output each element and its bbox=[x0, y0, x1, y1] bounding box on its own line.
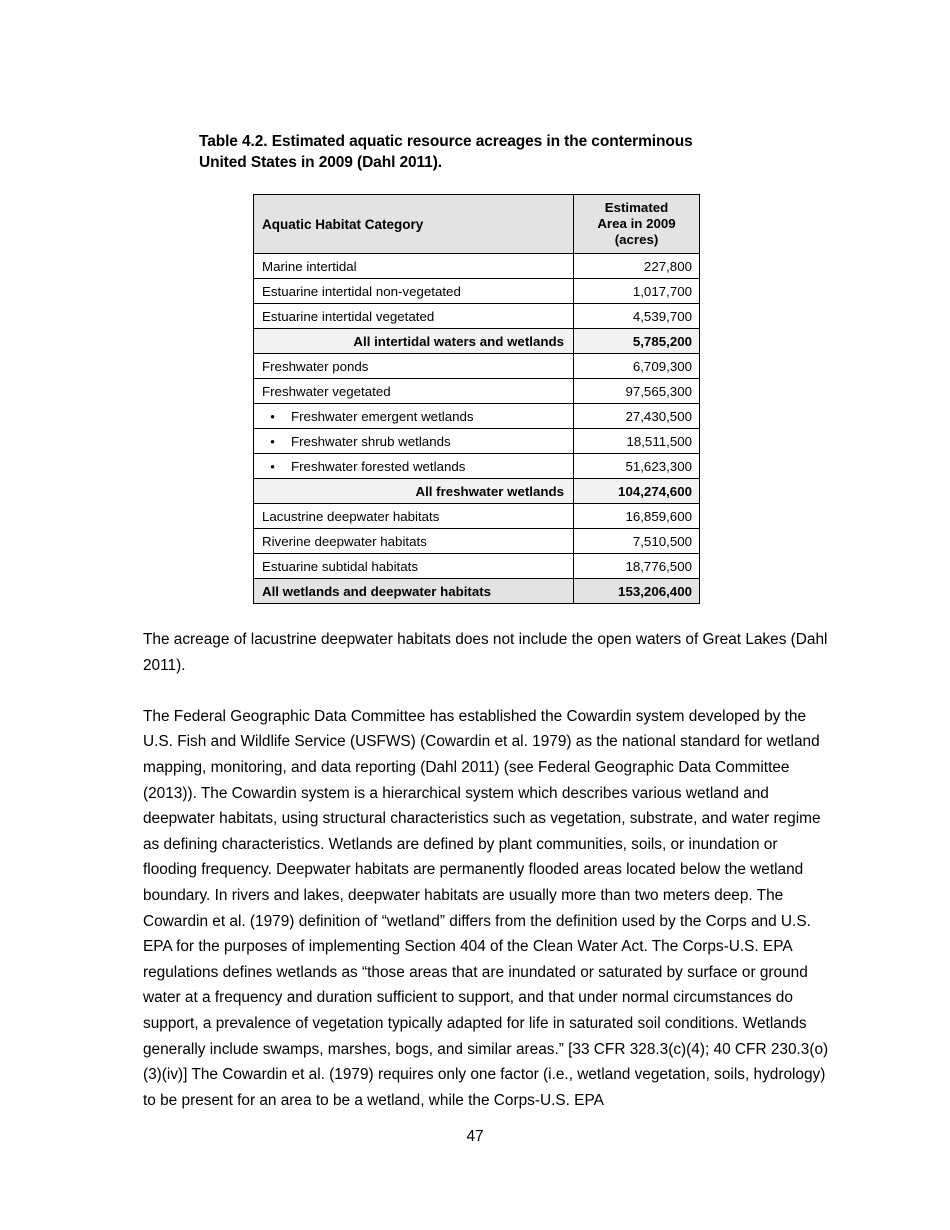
table-row bbox=[254, 404, 700, 429]
table-row bbox=[254, 454, 700, 479]
table-row bbox=[254, 354, 700, 379]
bullet-icon: • bbox=[270, 458, 275, 474]
table-cell-label-text: Freshwater shrub wetlands bbox=[291, 433, 451, 449]
table-header bbox=[254, 195, 700, 254]
table-cell-label: Estuarine subtidal habitats bbox=[254, 554, 574, 579]
table-row bbox=[254, 579, 700, 604]
column-header-line-3: (acres) bbox=[614, 232, 659, 247]
table-cell-label: Riverine deepwater habitats bbox=[254, 529, 574, 554]
table-cell-label: Lacustrine deepwater habitats bbox=[254, 504, 574, 529]
table-cell-value: 27,430,500 bbox=[574, 404, 700, 429]
table-row bbox=[254, 479, 700, 504]
table-cell-value: 18,776,500 bbox=[574, 554, 700, 579]
paragraph-cowardin-system: The Federal Geographic Data Committee has established the Cowardin system developed by the U.S. Fish and Wildlife Service (USFWS) (Cowardin et al. 1979) as the national standard for wetland mapping, monitoring, and data reporting (Dahl 2011) (see Federal Geographic Data Committee (2013)). The Cowardin system is a hierarchical system which describes various wetland and deepwater habitats, using structural characteristics such as vegetation, substrate, and water regime as defining characteristics. Wetlands are defined by plant communities, soils, or inundation or flooding frequency. Deepwater habitats are permanently flooded areas located below the wetland boundary. In rivers and lakes, deepwater habitats are usually more than two meters deep. The Cowardin et al. (1979) definition of “wetland” differs from the definition used by the Corps and U.S. EPA for the purposes of implementing Section 404 of the Clean Water Act. The Corps-U.S. EPA regulations defines wetlands as “those areas that are inundated or saturated by surface or ground water at a frequency and duration sufficient to support, and that under normal circumstances do support, a prevalence of vegetation typically adapted for life in saturated soil conditions. Wetlands generally include swamps, marshes, bogs, and similar areas.” [33 CFR 328.3(c)(4); 40 CFR 230.3(o)(3)(iv)] The Cowardin et al. (1979) requires only one factor (i.e., wetland vegetation, soils, hydrology) to be present for an area to be a wetland, while the Corps-U.S. EPA bbox=[143, 707, 829, 1109]
table-cell-label: Marine intertidal bbox=[254, 254, 574, 279]
table-cell-value: 104,274,600 bbox=[574, 479, 700, 504]
column-header-line-2: Area in 2009 bbox=[597, 216, 676, 231]
table-row bbox=[254, 304, 700, 329]
bullet-icon: • bbox=[270, 433, 275, 449]
table-row bbox=[254, 379, 700, 404]
table-cell-value: 97,565,300 bbox=[574, 379, 700, 404]
table-row bbox=[254, 554, 700, 579]
table-caption: Table 4.2. Estimated aquatic resource acreages in the conterminous United States in 2009 (Dahl 2011). bbox=[199, 133, 693, 171]
table-row bbox=[254, 504, 700, 529]
table-cell-value: 5,785,200 bbox=[574, 329, 700, 354]
table-cell-value: 4,539,700 bbox=[574, 304, 700, 329]
table-cell-value: 1,017,700 bbox=[574, 279, 700, 304]
table-body bbox=[254, 254, 700, 604]
table-cell-label: Estuarine intertidal non-vegetated bbox=[254, 279, 574, 304]
bullet-icon: • bbox=[270, 408, 275, 424]
table-row bbox=[254, 254, 700, 279]
table-cell-label: All intertidal waters and wetlands bbox=[254, 329, 574, 354]
aquatic-resource-acreage-table bbox=[253, 194, 700, 604]
table-row bbox=[254, 429, 700, 454]
table-row bbox=[254, 279, 700, 304]
table-cell-value: 18,511,500 bbox=[574, 429, 700, 454]
column-header-estimated-area bbox=[574, 195, 700, 254]
table-cell-value: 227,800 bbox=[574, 254, 700, 279]
table-row bbox=[254, 329, 700, 354]
table-cell-value: 6,709,300 bbox=[574, 354, 700, 379]
column-header-line-1: Estimated bbox=[604, 200, 669, 215]
table-cell-label: Freshwater ponds bbox=[254, 354, 574, 379]
table-cell-label-bulleted bbox=[254, 404, 574, 429]
table-cell-value: 51,623,300 bbox=[574, 454, 700, 479]
table-cell-label: All freshwater wetlands bbox=[254, 479, 574, 504]
table-header-row bbox=[254, 195, 700, 254]
paragraph-lacustrine-note: The acreage of lacustrine deepwater habitats does not include the open waters of Great Lakes (Dahl 2011). bbox=[143, 631, 828, 674]
body-text-block bbox=[143, 627, 833, 1113]
table-cell-label: Estuarine intertidal vegetated bbox=[254, 304, 574, 329]
table-cell-label-text: Freshwater emergent wetlands bbox=[291, 408, 474, 424]
table-cell-value: 7,510,500 bbox=[574, 529, 700, 554]
table-cell-label-text: Freshwater forested wetlands bbox=[291, 458, 466, 474]
table-cell-label: All wetlands and deepwater habitats bbox=[254, 579, 574, 604]
page-number: 47 bbox=[466, 1128, 484, 1145]
table-cell-value: 153,206,400 bbox=[574, 579, 700, 604]
table-cell-value: 16,859,600 bbox=[574, 504, 700, 529]
table-cell-label-bulleted bbox=[254, 429, 574, 454]
table-cell-label-bulleted bbox=[254, 454, 574, 479]
column-header-habitat-category: Aquatic Habitat Category bbox=[254, 195, 574, 254]
table-cell-label: Freshwater vegetated bbox=[254, 379, 574, 404]
table-row bbox=[254, 529, 700, 554]
